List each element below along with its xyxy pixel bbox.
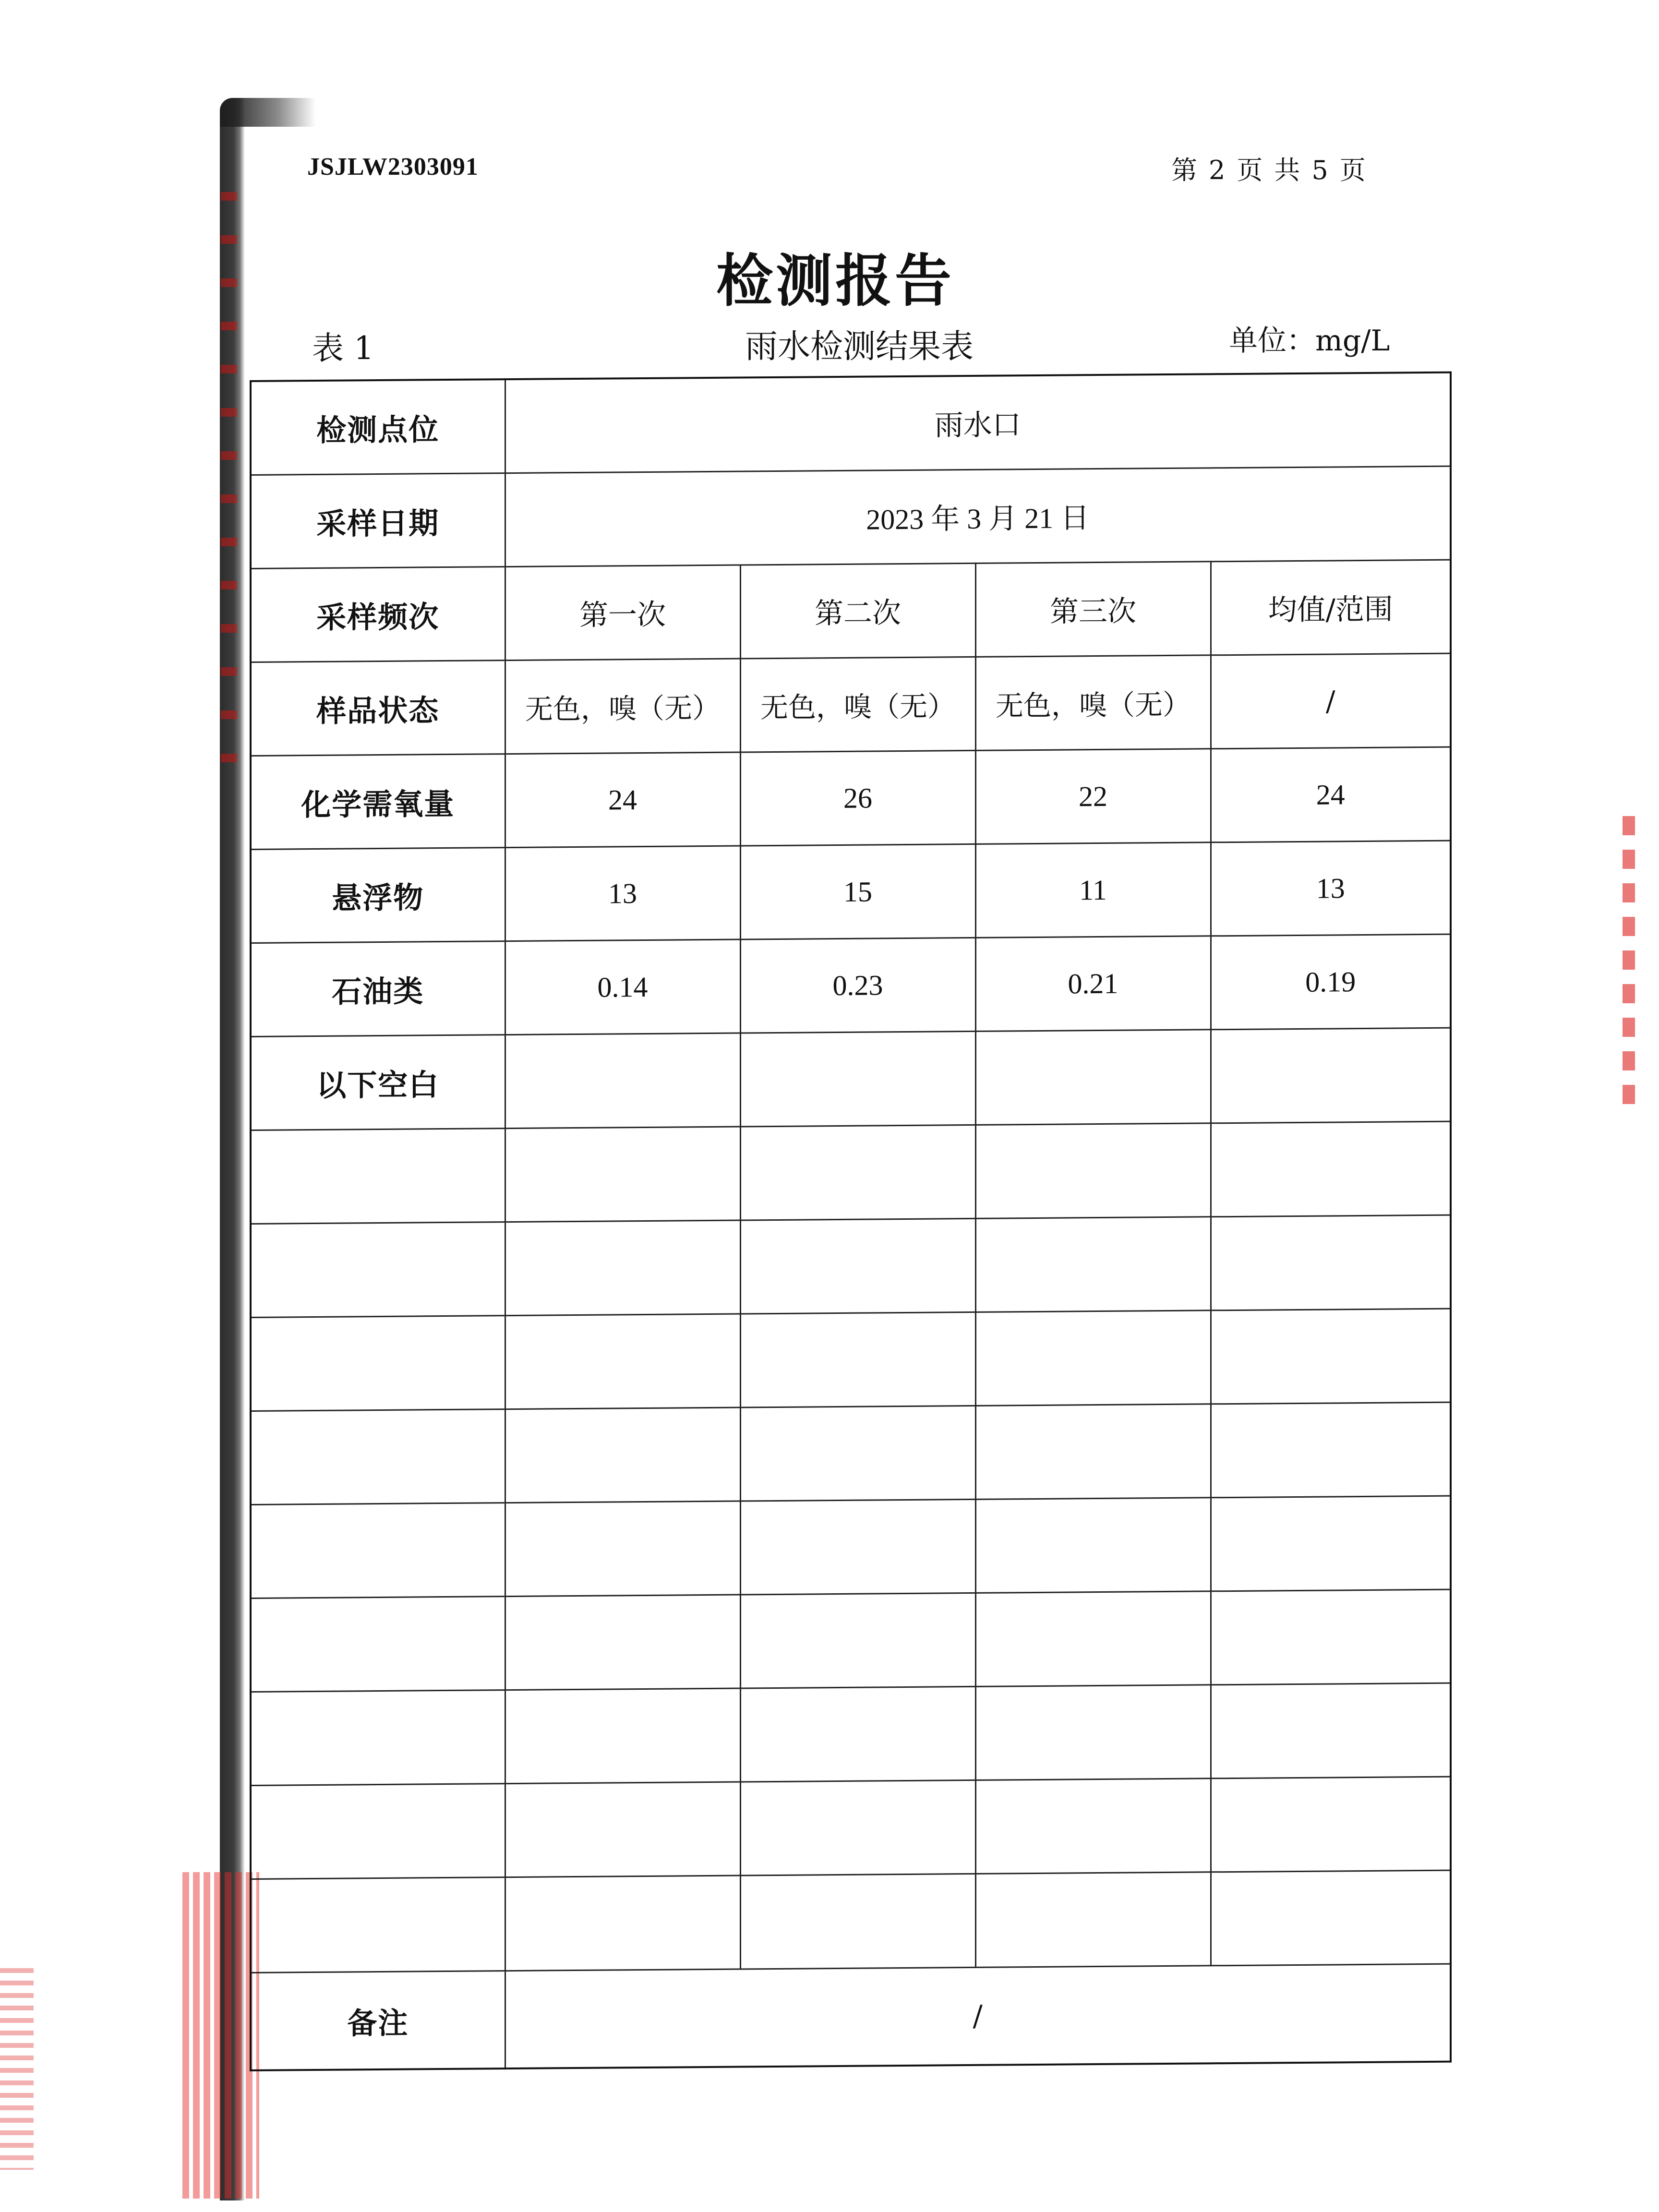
table-cell: 24	[505, 752, 740, 848]
empty-row	[251, 1215, 1451, 1317]
empty-cell	[1211, 1121, 1451, 1217]
empty-cell	[505, 1220, 740, 1316]
empty-cell	[1211, 1402, 1451, 1498]
empty-cell	[975, 1779, 1211, 1874]
page-label-mid-2: 共	[1274, 155, 1300, 185]
column-header: 均值/范围	[1211, 560, 1451, 655]
table-label: 表 1	[312, 330, 374, 367]
table-row-location	[251, 373, 1451, 475]
empty-cell	[505, 1688, 740, 1784]
empty-cell	[251, 1222, 505, 1318]
table-cell: 22	[975, 749, 1211, 844]
table-cell: 无色，嗅（无）	[505, 659, 740, 754]
red-stain-bottom-left	[182, 1872, 259, 2199]
table-row-blank-marker	[251, 1028, 1451, 1130]
empty-cell	[1211, 1215, 1451, 1310]
table-cell: 0.23	[740, 938, 975, 1033]
empty-cell	[740, 1780, 975, 1875]
empty-cell	[1211, 1777, 1451, 1872]
empty-cell	[1211, 1028, 1451, 1123]
table-cell: 24	[1211, 747, 1451, 842]
empty-cell	[1211, 1589, 1451, 1685]
empty-cell	[251, 1877, 505, 1973]
empty-cell	[505, 1501, 740, 1597]
date-value: 2023 年 3 月 21 日	[505, 466, 1451, 566]
empty-cell	[740, 1406, 975, 1501]
blank-marker: 以下空白	[251, 1035, 505, 1130]
empty-cell	[505, 1127, 740, 1222]
empty-row	[251, 1402, 1451, 1504]
table-row	[251, 747, 1451, 849]
empty-cell	[251, 1784, 505, 1879]
results-table	[250, 372, 1452, 2071]
empty-cell	[505, 1595, 740, 1690]
empty-cell	[975, 1030, 1211, 1125]
remark-value: /	[505, 1964, 1451, 2068]
table-cell: 13	[505, 846, 740, 941]
table-row	[251, 934, 1451, 1036]
empty-cell	[975, 1591, 1211, 1687]
date-label: 采样日期	[251, 473, 505, 569]
column-header: 第二次	[740, 563, 975, 659]
table-cell: 0.21	[975, 936, 1211, 1032]
empty-cell	[740, 1874, 975, 1969]
empty-row	[251, 1121, 1451, 1224]
remark-label: 备注	[251, 1971, 505, 2070]
empty-cell	[251, 1690, 505, 1786]
empty-row	[251, 1683, 1451, 1785]
table-cell: 0.19	[1211, 934, 1451, 1030]
table-row-date	[251, 466, 1451, 568]
table-caption: 雨水检测结果表	[745, 328, 974, 366]
binding-top-edge	[220, 98, 316, 127]
empty-cell	[1211, 1870, 1451, 1966]
table-cell: 0.14	[505, 939, 740, 1035]
table-cell: 15	[740, 844, 975, 939]
empty-cell	[740, 1218, 975, 1314]
empty-cell	[740, 1499, 975, 1595]
empty-cell	[505, 1407, 740, 1503]
empty-cell	[740, 1312, 975, 1407]
table-row	[251, 653, 1451, 756]
red-stain-right-edge	[1623, 816, 1635, 1114]
empty-cell	[740, 1686, 975, 1782]
empty-cell	[505, 1033, 740, 1129]
row-label: 化学需氧量	[251, 754, 505, 850]
empty-row	[251, 1496, 1451, 1598]
empty-cell	[975, 1498, 1211, 1593]
empty-cell	[740, 1125, 975, 1220]
empty-cell	[740, 1031, 975, 1127]
empty-cell	[1211, 1496, 1451, 1591]
row-label: 样品状态	[251, 661, 505, 756]
frequency-label: 采样频次	[251, 567, 505, 662]
table-cell: 13	[1211, 841, 1451, 936]
empty-cell	[975, 1310, 1211, 1406]
page-current: 2	[1209, 155, 1226, 185]
empty-row	[251, 1589, 1451, 1692]
red-stain-left-edge	[0, 1968, 34, 2170]
document-title: 检测报告	[716, 247, 954, 314]
unit-label: 单位：mg/L	[1229, 324, 1390, 358]
page-label-suffix: 页	[1339, 155, 1366, 185]
location-label: 检测点位	[251, 379, 505, 475]
red-stain-binding	[221, 192, 237, 768]
table-cell: 无色，嗅（无）	[740, 657, 975, 752]
empty-row	[251, 1870, 1451, 1972]
table-cell: /	[1211, 653, 1451, 749]
empty-cell	[975, 1123, 1211, 1219]
column-header: 第三次	[975, 562, 1211, 657]
empty-cell	[975, 1685, 1211, 1780]
empty-cell	[251, 1503, 505, 1599]
page-label-prefix: 第	[1171, 155, 1197, 185]
empty-cell	[740, 1593, 975, 1688]
row-label: 悬浮物	[251, 848, 505, 943]
empty-cell	[975, 1217, 1211, 1312]
table-row	[251, 841, 1451, 943]
table-cell: 26	[740, 750, 975, 846]
empty-cell	[251, 1409, 505, 1505]
row-label: 石油类	[251, 941, 505, 1037]
page-indicator	[1171, 150, 1402, 187]
table-cell: 无色，嗅（无）	[975, 655, 1211, 751]
empty-cell	[251, 1316, 505, 1411]
table-cell: 11	[975, 842, 1211, 938]
empty-cell	[505, 1782, 740, 1877]
empty-cell	[251, 1597, 505, 1692]
page-total: 5	[1311, 155, 1328, 185]
table-row-remark	[251, 1964, 1451, 2070]
empty-cell	[975, 1404, 1211, 1500]
column-header: 第一次	[505, 565, 740, 661]
empty-row	[251, 1309, 1451, 1411]
empty-row	[251, 1777, 1451, 1879]
empty-cell	[251, 1129, 505, 1224]
location-value: 雨水口	[505, 373, 1451, 473]
empty-cell	[505, 1314, 740, 1409]
empty-cell	[1211, 1309, 1451, 1404]
empty-cell	[1211, 1683, 1451, 1779]
report-number: JSJLW2303091	[307, 153, 479, 180]
page-label-mid-1: 页	[1237, 155, 1263, 185]
empty-cell	[505, 1875, 740, 1971]
table-row-frequency	[251, 560, 1451, 662]
empty-cell	[975, 1872, 1211, 1968]
